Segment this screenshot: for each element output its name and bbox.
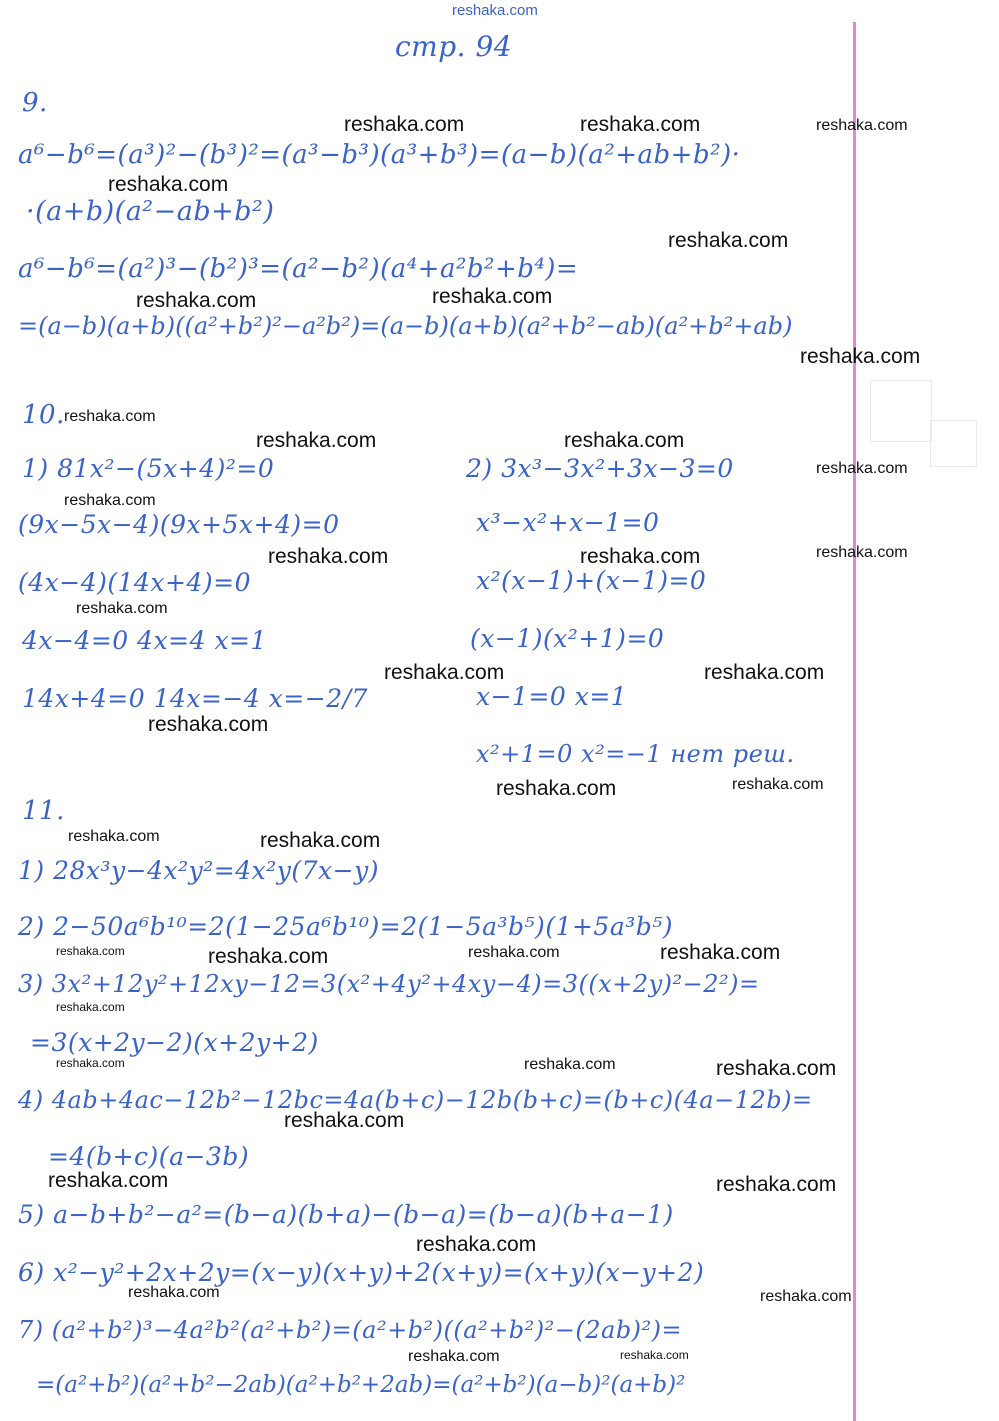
watermark-top: reshaka.com [452,2,538,19]
watermark: reshaka.com [496,777,617,800]
watermark: reshaka.com [468,944,560,961]
task-10-left-line-5: 14x+4=0 14x=−4 x=−2/7 [22,684,368,713]
task-9-line-3: a⁶−b⁶=(a²)³−(b²)³=(a²−b²)(a⁴+a²b²+b⁴)= [18,254,579,284]
watermark: reshaka.com [564,429,685,452]
watermark: reshaka.com [816,460,908,477]
watermark: reshaka.com [408,1348,500,1365]
task-10-right-line-4: (x−1)(x²+1)=0 [470,624,665,653]
faint-grid-mark [930,420,977,467]
task-11-line-3: 3) 3x²+12y²+12xy−12=3(x²+4y²+4xy−4)=3((x+2y)²−2²)= [18,970,760,998]
watermark: reshaka.com [136,289,257,312]
watermark: reshaka.com [256,429,377,452]
watermark: reshaka.com [344,113,465,136]
task-10-left-line-4: 4x−4=0 4x=4 x=1 [22,626,267,655]
watermark: reshaka.com [660,941,781,964]
task-11-line-7: 5) a−b+b²−a²=(b−a)(b+a)−(b−a)=(b−a)(b+a−1) [18,1200,674,1229]
watermark: reshaka.com [580,545,701,568]
watermark: reshaka.com [48,1169,169,1192]
task-11-line-6: =4(b+c)(a−3b) [48,1142,250,1171]
task-11-line-1: 1) 28x³y−4x²y²=4x²y(7x−y) [18,856,379,885]
watermark: reshaka.com [56,1000,125,1014]
task-11-line-10: =(a²+b²)(a²+b²−2ab)(a²+b²+2ab)=(a²+b²)(a−b)²(a+b)² [36,1372,686,1398]
task-10-right-line-5: x−1=0 x=1 [476,682,628,711]
watermark: reshaka.com [668,229,789,252]
watermark: reshaka.com [284,1109,405,1132]
margin-line [853,22,856,1421]
watermark: reshaka.com [148,713,269,736]
watermark: reshaka.com [816,544,908,561]
watermark: reshaka.com [64,492,156,509]
watermark: reshaka.com [384,661,505,684]
watermark: reshaka.com [76,600,168,617]
watermark: reshaka.com [816,117,908,134]
watermark: reshaka.com [580,113,701,136]
watermark: reshaka.com [800,345,921,368]
watermark: reshaka.com [704,661,825,684]
page-header: стр. 94 [395,30,513,63]
task-11-line-5: 4) 4ab+4ac−12b²−12bc=4a(b+c)−12b(b+c)=(b+c)(4a−12b)= [18,1086,813,1114]
task-10-right-line-3: x²(x−1)+(x−1)=0 [476,566,707,595]
task-9-line-1: a⁶−b⁶=(a³)²−(b³)²=(a³−b³)(a³+b³)=(a−b)(a²+ab+b²)· [18,140,741,170]
task-9-line-4: =(a−b)(a+b)((a²+b²)²−a²b²)=(a−b)(a+b)(a²+b²−ab)(a²+b²+ab) [18,312,793,340]
watermark: reshaka.com [108,173,229,196]
task-9-label: 9. [22,88,48,118]
watermark: reshaka.com [760,1288,852,1305]
watermark: reshaka.com [732,776,824,793]
task-10-label: 10. [22,400,65,430]
watermark: reshaka.com [56,1056,125,1070]
watermark: reshaka.com [620,1348,689,1362]
task-10-left-line-3: (4x−4)(14x+4)=0 [18,568,251,597]
watermark: reshaka.com [416,1233,537,1256]
task-11-line-4: =3(x+2y−2)(x+2y+2) [30,1028,319,1057]
task-10-right-line-1: 2) 3x³−3x²+3x−3=0 [466,454,734,483]
watermark: reshaka.com [432,285,553,308]
task-10-right-line-6: x²+1=0 x²=−1 нет реш. [476,740,795,768]
task-10-left-line-1: 1) 81x²−(5x+4)²=0 [22,454,275,483]
task-10-left-line-2: (9x−5x−4)(9x+5x+4)=0 [18,510,340,539]
task-10-right-line-2: x³−x²+x−1=0 [476,508,660,537]
task-9-line-2: ·(a+b)(a²−ab+b²) [26,196,275,227]
watermark: reshaka.com [716,1057,837,1080]
watermark: reshaka.com [208,945,329,968]
task-11-line-8: 6) x²−y²+2x+2y=(x−y)(x+y)+2(x+y)=(x+y)(x−y+2) [18,1258,705,1287]
watermark: reshaka.com [260,829,381,852]
faint-grid-mark [870,380,932,442]
watermark: reshaka.com [128,1284,220,1301]
watermark: reshaka.com [268,545,389,568]
task-11-line-9: 7) (a²+b²)³−4a²b²(a²+b²)=(a²+b²)((a²+b²)²−(2ab)²)= [18,1316,683,1344]
watermark: reshaka.com [716,1173,837,1196]
task-11-line-2: 2) 2−50a⁶b¹⁰=2(1−25a⁶b¹⁰)=2(1−5a³b⁵)(1+5a³b⁵) [18,912,674,941]
watermark: reshaka.com [68,828,160,845]
watermark: reshaka.com [56,944,125,958]
watermark: reshaka.com [64,408,156,425]
watermark: reshaka.com [524,1056,616,1073]
task-11-label: 11. [22,796,65,826]
